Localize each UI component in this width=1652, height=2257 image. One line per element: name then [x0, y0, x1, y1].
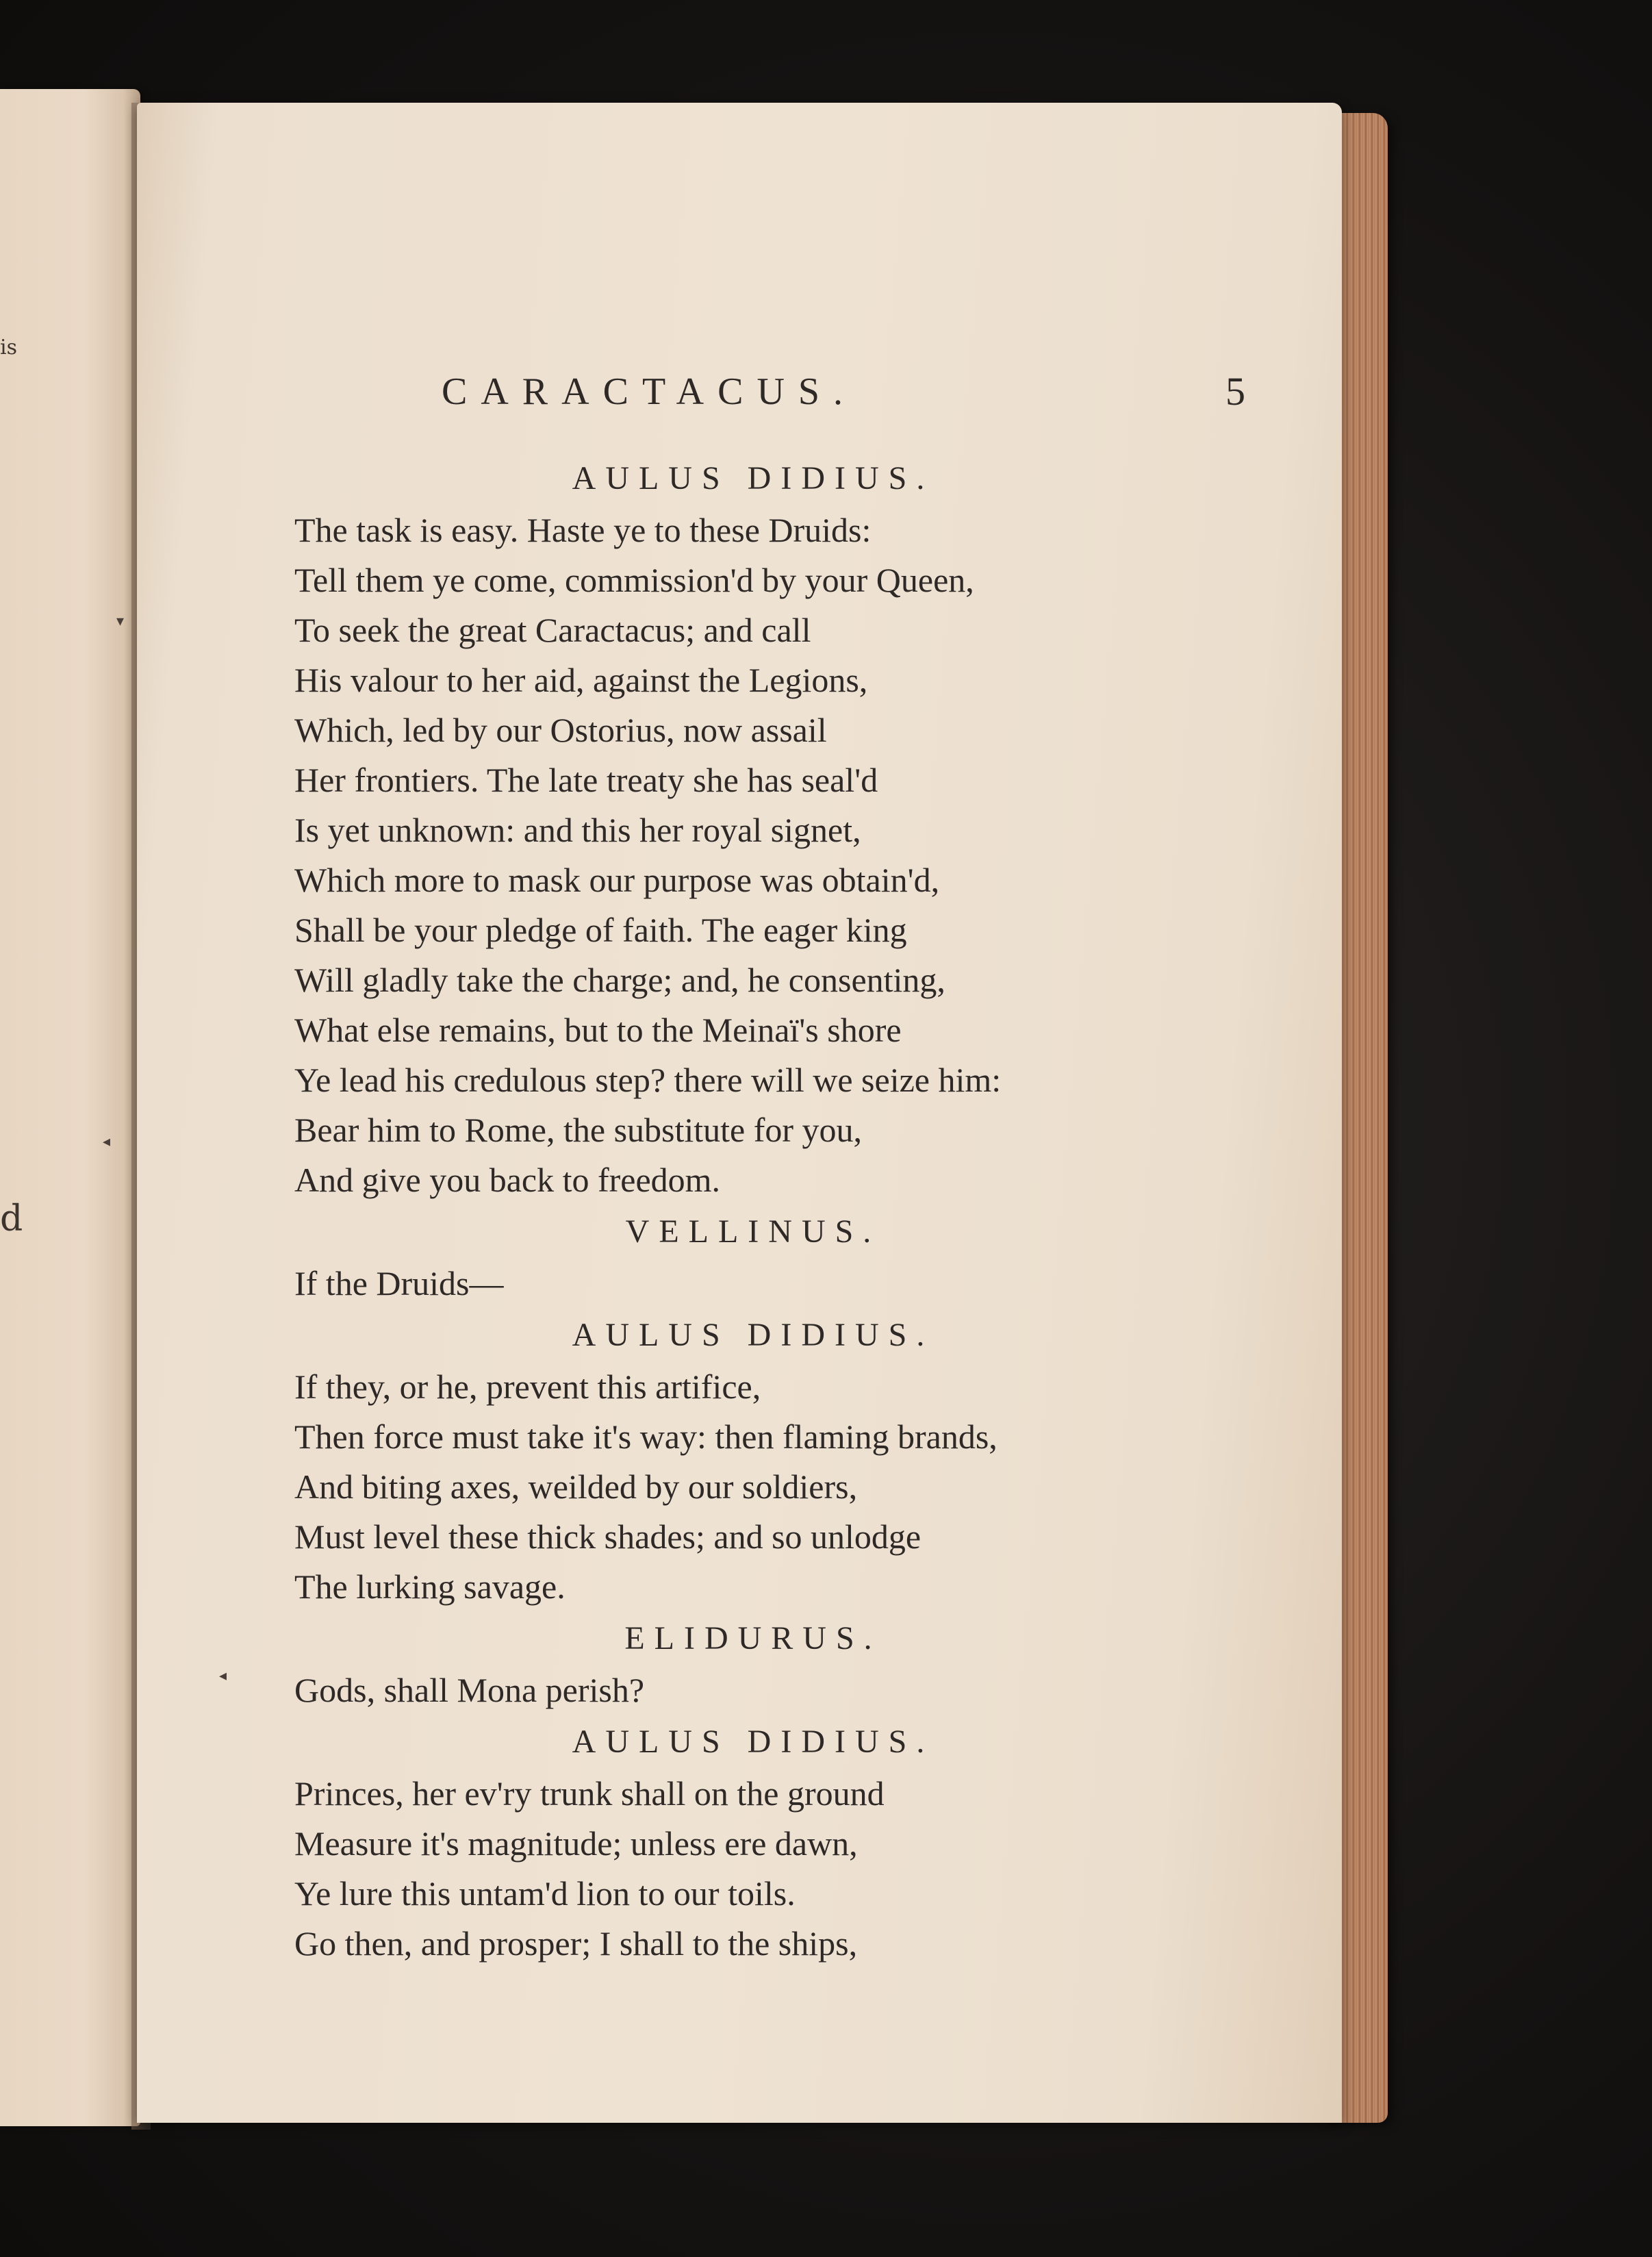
- verse-line: Princes, her ev'ry trunk shall on the ground: [294, 1774, 885, 1813]
- verse-line: And give you back to freedom.: [294, 1161, 721, 1199]
- verse-column: [294, 452, 1267, 1969]
- verse-line: If the Druids—: [294, 1264, 504, 1302]
- margin-mark: ◂: [103, 1133, 111, 1150]
- left-page-text-fragment: d: [0, 1198, 23, 1239]
- speech-block: [294, 1309, 1267, 1612]
- verse-line: Gods, shall Mona perish?: [294, 1671, 645, 1709]
- verse-line: Which more to mask our purpose was obtain'd,: [294, 861, 940, 899]
- verse-line: Will gladly take the charge; and, he consenting,: [294, 961, 945, 999]
- right-page: [103, 103, 1342, 2123]
- verse-line: The task is easy. Haste ye to these Druids:: [294, 511, 872, 549]
- verse-line: Ye lure this untam'd lion to our toils.: [294, 1874, 796, 1913]
- speaker-heading: AULUS DIDIUS.: [572, 460, 935, 496]
- left-page-fragment: [0, 89, 140, 2126]
- running-head: [294, 274, 1267, 414]
- verse-line: Her frontiers. The late treaty she has seal'd: [294, 761, 878, 799]
- verse-line: To seek the great Caractacus; and call: [294, 611, 811, 649]
- speech-block: [294, 1612, 1267, 1715]
- page-content: [294, 274, 1267, 1963]
- verse-line: Then force must take it's way: then flaming brands,: [294, 1417, 997, 1456]
- speaker-heading: AULUS DIDIUS.: [572, 1317, 935, 1353]
- verse-line: Must level these thick shades; and so unlodge: [294, 1517, 922, 1556]
- page-number: 5: [1225, 369, 1245, 414]
- verse-line: Ye lead his credulous step? there will we seize him:: [294, 1061, 1002, 1099]
- speech-block: [294, 452, 1267, 1205]
- speaker-heading: AULUS DIDIUS.: [572, 1724, 935, 1760]
- verse-line: What else remains, but to the Meinaï's shore: [294, 1011, 902, 1049]
- verse-line: Tell them ye come, commission'd by your Queen,: [294, 561, 974, 599]
- verse-line: The lurking savage.: [294, 1567, 566, 1606]
- running-head-title: CARACTACUS.: [442, 370, 857, 413]
- verse-line: Which, led by our Ostorius, now assail: [294, 711, 827, 749]
- margin-mark: ◂: [219, 1667, 227, 1685]
- speech-block: [294, 1715, 1267, 1969]
- verse-line: If they, or he, prevent this artifice,: [294, 1367, 761, 1406]
- verse-line: And biting axes, weilded by our soldiers,: [294, 1467, 858, 1506]
- left-page-text-fragment: is: [0, 336, 17, 360]
- margin-mark: ▾: [116, 613, 125, 630]
- verse-line: Is yet unknown: and this her royal signet,: [294, 811, 861, 849]
- verse-line: Bear him to Rome, the substitute for you,: [294, 1111, 863, 1149]
- verse-line: Go then, and prosper; I shall to the ships,: [294, 1924, 858, 1963]
- verse-line: Shall be your pledge of faith. The eager king: [294, 911, 907, 949]
- speaker-heading: ELIDURUS.: [624, 1620, 882, 1656]
- speech-block: [294, 1205, 1267, 1309]
- speaker-heading: VELLINUS.: [625, 1213, 881, 1250]
- verse-line: His valour to her aid, against the Legions,: [294, 661, 868, 699]
- verse-line: Measure it's magnitude; unless ere dawn,: [294, 1824, 858, 1863]
